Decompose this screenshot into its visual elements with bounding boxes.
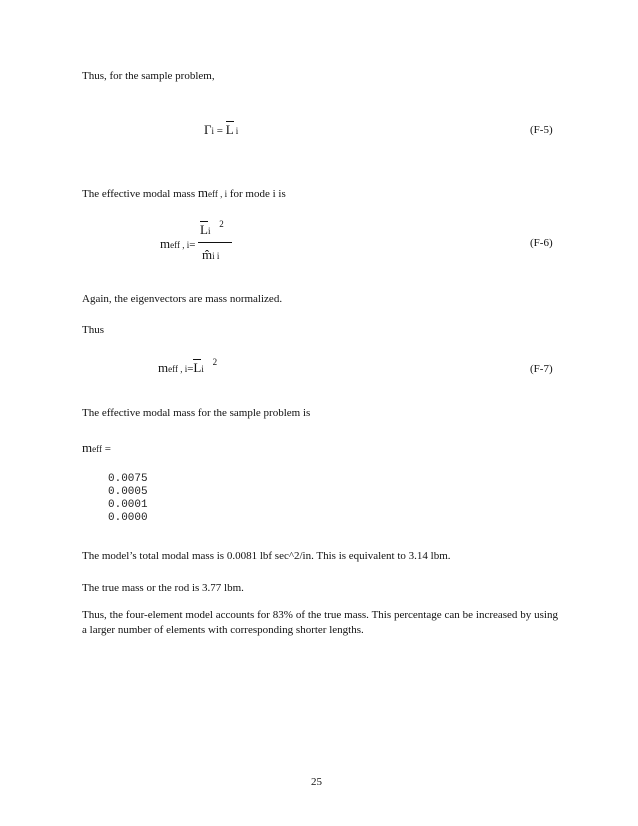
equation-f5	[204, 122, 238, 138]
m-subscript: eff	[92, 444, 102, 454]
sample-problem-text: The effective modal mass for the sample problem is	[82, 407, 311, 419]
m-subscript: eff , i	[168, 364, 188, 374]
meff-value: 0.0005	[108, 486, 148, 498]
true-mass-text: The true mass or the rod is 3.77 lbm.	[82, 582, 244, 594]
equation-label-f5: (F-5)	[530, 124, 553, 136]
equation-f7	[158, 357, 218, 376]
effective-mass-pre: The effective modal mass	[82, 188, 196, 200]
l-bar-symbol: L	[200, 222, 208, 237]
l-bar-symbol: L	[225, 122, 234, 137]
l-bar-symbol: L	[193, 360, 202, 375]
m-hat-symbol: m̂	[202, 247, 213, 262]
l-subscript: i	[201, 364, 204, 374]
m-hat-subscript: i i	[212, 251, 220, 261]
meff-value: 0.0000	[108, 512, 148, 524]
meff-value: 0.0075	[108, 473, 148, 485]
conclusion-paragraph: Thus, the four-element model accounts for 83% of the true mass. This percentage can be increased by using a larger number of elements with corresponding shorter lengths.	[82, 609, 558, 636]
fraction-bar	[198, 242, 232, 243]
total-mass-text: The model’s total modal mass is 0.0081 lbf sec^2/in. This is equivalent to 3.14 lbm.	[82, 550, 451, 562]
l-subscript: i	[207, 226, 211, 236]
equation-label-f6: (F-6)	[530, 237, 553, 249]
equals-sign: =	[187, 363, 194, 375]
m-subscript: eff , i	[170, 240, 190, 250]
effective-mass-post: for mode i is	[229, 188, 286, 200]
equals-sign: =	[216, 125, 223, 137]
equation-f6-denominator	[202, 247, 219, 263]
meff-values	[108, 473, 148, 525]
effective-mass-intro	[82, 185, 286, 201]
again-text: Again, the eigenvectors are mass normalized.	[82, 293, 283, 305]
meff-value: 0.0001	[108, 499, 148, 511]
equation-f6-numerator	[200, 219, 224, 238]
m-symbol: m	[197, 185, 208, 200]
superscript-2: 2	[219, 219, 224, 229]
l-subscript: i	[235, 126, 239, 136]
m-symbol: m	[82, 440, 93, 455]
superscript-2: 2	[212, 357, 218, 367]
gamma-subscript: i	[211, 126, 215, 136]
thus-text: Thus	[82, 324, 104, 336]
m-symbol: m	[160, 236, 171, 251]
intro-text: Thus, for the sample problem,	[82, 70, 215, 82]
m-subscript: eff , i	[208, 189, 228, 199]
equation-label-f7: (F-7)	[530, 363, 553, 375]
equals-sign: =	[189, 239, 196, 251]
page-number: 25	[311, 776, 322, 788]
equals-sign: =	[104, 443, 111, 455]
equation-f6-lhs	[160, 236, 195, 252]
m-symbol: m	[158, 360, 169, 375]
gamma-symbol: Γ	[204, 122, 212, 137]
meff-label	[82, 440, 111, 456]
